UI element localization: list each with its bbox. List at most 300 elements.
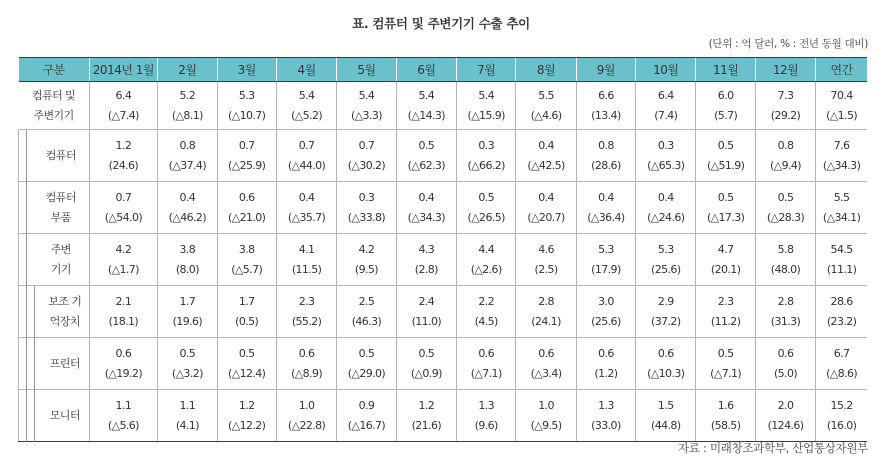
yoy-change: (28.6) xyxy=(591,158,621,172)
row-label-line: 주변기기 xyxy=(33,108,74,122)
export-value: 0.9 xyxy=(358,398,375,412)
export-table xyxy=(18,57,867,442)
yoy-change: (△10.3) xyxy=(647,366,685,380)
table-cell xyxy=(396,182,456,234)
table-cell xyxy=(816,130,867,182)
col-header: 8월 xyxy=(516,58,576,82)
table-cell xyxy=(276,234,336,286)
yoy-change: (△33.8) xyxy=(347,210,386,224)
export-value: 2.0 xyxy=(777,398,794,412)
table-cell xyxy=(158,338,217,390)
table-cell xyxy=(89,286,158,338)
table-cell xyxy=(217,130,276,182)
table-cell xyxy=(337,82,396,130)
table-cell xyxy=(158,182,217,234)
yoy-change: (24.6) xyxy=(108,158,139,172)
yoy-change: (11.1) xyxy=(826,262,857,276)
yoy-change: (△17.3) xyxy=(706,210,745,224)
yoy-change: (31.3) xyxy=(770,314,801,328)
table-cell xyxy=(576,390,635,442)
table-cell xyxy=(217,234,276,286)
export-value: 5.8 xyxy=(777,242,794,256)
yoy-change: (25.6) xyxy=(651,262,681,276)
yoy-change: (△5.2) xyxy=(291,108,323,122)
export-value: 0.7 xyxy=(238,138,255,152)
export-value: 2.3 xyxy=(717,294,734,308)
row-label-line: 억장치 xyxy=(49,314,80,328)
yoy-change: (△8.6) xyxy=(826,366,858,380)
col-header: 12월 xyxy=(755,58,815,82)
col-header: 9월 xyxy=(576,58,635,82)
yoy-change: (17.9) xyxy=(591,262,621,276)
table-row xyxy=(19,82,868,130)
yoy-change: (24.1) xyxy=(531,314,561,328)
export-value: 0.4 xyxy=(298,190,315,204)
table-cell xyxy=(396,390,456,442)
yoy-change: (△29.0) xyxy=(347,366,386,380)
table-cell xyxy=(217,182,276,234)
table-cell xyxy=(457,82,516,130)
table-cell xyxy=(636,82,696,130)
export-value: 0.8 xyxy=(777,138,794,152)
yoy-change: (8.0) xyxy=(175,262,199,276)
row-label-line: 부품 xyxy=(50,210,71,224)
table-row xyxy=(19,234,868,286)
col-header: 7월 xyxy=(457,58,516,82)
export-value: 3.0 xyxy=(598,294,614,308)
table-cell xyxy=(276,338,336,390)
table-cell xyxy=(89,82,158,130)
row-label xyxy=(19,390,90,442)
yoy-change: (△16.7) xyxy=(347,418,386,432)
row-label xyxy=(19,234,90,286)
row-label-line: 컴퓨터 xyxy=(45,148,76,162)
yoy-change: (△3.3) xyxy=(350,108,382,122)
table-row xyxy=(19,182,868,234)
export-value: 3.8 xyxy=(179,242,196,256)
col-header: 6월 xyxy=(396,58,456,82)
table-cell xyxy=(158,286,217,338)
yoy-change: (△19.2) xyxy=(104,366,143,380)
table-cell xyxy=(276,182,336,234)
unit-note: (단위 : 억 달러, % : 전년 동월 대비) xyxy=(708,38,868,50)
yoy-change: (△24.6) xyxy=(647,210,685,224)
export-value: 5.3 xyxy=(657,242,674,256)
table-cell xyxy=(337,338,396,390)
table-cell xyxy=(158,390,217,442)
table-cell xyxy=(89,182,158,234)
table-cell xyxy=(457,182,516,234)
table-cell xyxy=(636,338,696,390)
export-value: 0.3 xyxy=(358,190,375,204)
yoy-change: (△66.2) xyxy=(467,158,505,172)
yoy-change: (△35.7) xyxy=(287,210,326,224)
table-cell xyxy=(696,82,755,130)
col-header: 3월 xyxy=(217,58,276,82)
indent-guide xyxy=(34,286,35,442)
yoy-change: (1.2) xyxy=(594,366,618,380)
yoy-change: (△8.1) xyxy=(171,108,203,122)
yoy-change: (2.8) xyxy=(414,262,438,276)
table-cell xyxy=(217,82,276,130)
export-value: 0.5 xyxy=(358,346,375,360)
export-value: 3.8 xyxy=(238,242,255,256)
table-row xyxy=(19,338,868,390)
table-cell xyxy=(816,234,867,286)
export-value: 5.4 xyxy=(418,88,435,102)
export-value: 1.2 xyxy=(418,398,435,412)
export-value: 5.5 xyxy=(833,190,850,204)
export-value: 1.3 xyxy=(598,398,614,412)
table-cell xyxy=(89,130,158,182)
yoy-change: (△15.9) xyxy=(467,108,505,122)
export-value: 5.5 xyxy=(538,88,554,102)
export-value: 4.6 xyxy=(538,242,554,256)
table-row xyxy=(19,390,868,442)
yoy-change: (23.2) xyxy=(826,314,857,328)
yoy-change: (0.5) xyxy=(235,314,259,328)
yoy-change: (58.5) xyxy=(710,418,741,432)
table-cell xyxy=(516,130,576,182)
table-cell xyxy=(576,234,635,286)
yoy-change: (△3.2) xyxy=(171,366,203,380)
export-value: 0.5 xyxy=(717,346,734,360)
export-value: 0.6 xyxy=(115,346,132,360)
row-label xyxy=(19,286,90,338)
export-value: 2.5 xyxy=(358,294,375,308)
export-value: 0.4 xyxy=(418,190,435,204)
table-cell xyxy=(636,390,696,442)
yoy-change: (37.2) xyxy=(651,314,681,328)
yoy-change: (25.6) xyxy=(591,314,621,328)
export-value: 0.6 xyxy=(238,190,255,204)
table-cell xyxy=(396,286,456,338)
table-cell xyxy=(457,286,516,338)
table-cell xyxy=(217,338,276,390)
export-value: 4.2 xyxy=(115,242,132,256)
yoy-change: (△44.0) xyxy=(287,158,326,172)
table-cell xyxy=(276,82,336,130)
yoy-change: (7.4) xyxy=(654,108,678,122)
table-cell xyxy=(576,82,635,130)
yoy-change: (△42.5) xyxy=(527,158,565,172)
export-value: 5.2 xyxy=(179,88,196,102)
table-cell xyxy=(696,338,755,390)
export-value: 4.4 xyxy=(478,242,495,256)
yoy-change: (16.0) xyxy=(826,418,857,432)
table-cell xyxy=(337,286,396,338)
col-header: 2014년 1월 xyxy=(89,58,158,82)
export-value: 1.1 xyxy=(115,398,132,412)
export-value: 0.5 xyxy=(418,138,435,152)
export-value: 4.7 xyxy=(717,242,734,256)
yoy-change: (△25.9) xyxy=(228,158,266,172)
table-cell xyxy=(158,130,217,182)
row-label-line: 기기 xyxy=(50,262,71,276)
table-cell xyxy=(576,286,635,338)
yoy-change: (48.0) xyxy=(770,262,801,276)
export-value: 0.6 xyxy=(538,346,554,360)
export-value: 0.8 xyxy=(179,138,196,152)
export-value: 0.4 xyxy=(538,138,554,152)
export-value: 7.6 xyxy=(833,138,850,152)
row-label-line: 프린터 xyxy=(49,356,80,370)
table-cell xyxy=(217,286,276,338)
yoy-change: (△26.5) xyxy=(467,210,505,224)
yoy-change: (55.2) xyxy=(291,314,322,328)
yoy-change: (△51.9) xyxy=(706,158,745,172)
export-value: 0.6 xyxy=(598,346,614,360)
table-cell xyxy=(516,182,576,234)
yoy-change: (124.6) xyxy=(767,418,804,432)
yoy-change: (△3.4) xyxy=(530,366,562,380)
export-value: 0.5 xyxy=(717,138,734,152)
yoy-change: (46.3) xyxy=(351,314,382,328)
export-value: 0.5 xyxy=(777,190,794,204)
col-header: 11월 xyxy=(696,58,755,82)
export-value: 0.4 xyxy=(657,190,674,204)
table-cell xyxy=(337,182,396,234)
export-value: 0.4 xyxy=(179,190,196,204)
table-cell xyxy=(337,234,396,286)
yoy-change: (18.1) xyxy=(108,314,139,328)
export-value: 1.0 xyxy=(538,398,554,412)
row-label-line: 보조 기 xyxy=(48,294,82,308)
table-cell xyxy=(457,390,516,442)
export-value: 5.4 xyxy=(478,88,495,102)
yoy-change: (9.5) xyxy=(354,262,378,276)
export-value: 2.1 xyxy=(115,294,132,308)
yoy-change: (△36.4) xyxy=(587,210,625,224)
yoy-change: (△1.7) xyxy=(107,262,139,276)
table-cell xyxy=(696,286,755,338)
table-cell xyxy=(396,234,456,286)
row-label xyxy=(19,82,90,130)
yoy-change: (33.0) xyxy=(591,418,621,432)
yoy-change: (△62.3) xyxy=(407,158,445,172)
export-value: 4.2 xyxy=(358,242,375,256)
row-label xyxy=(19,338,90,390)
export-value: 0.6 xyxy=(478,346,495,360)
yoy-change: (13.4) xyxy=(591,108,621,122)
table-cell xyxy=(516,234,576,286)
yoy-change: (△2.6) xyxy=(470,262,502,276)
export-value: 2.9 xyxy=(657,294,674,308)
col-header: 4월 xyxy=(276,58,336,82)
yoy-change: (20.1) xyxy=(710,262,741,276)
yoy-change: (2.5) xyxy=(534,262,558,276)
table-cell xyxy=(576,338,635,390)
table-cell xyxy=(816,286,867,338)
table-cell xyxy=(696,390,755,442)
table-title: 표. 컴퓨터 및 주변기기 수출 추이 xyxy=(352,16,530,31)
export-value: 1.6 xyxy=(717,398,734,412)
col-header: 5월 xyxy=(337,58,396,82)
export-value: 0.6 xyxy=(777,346,794,360)
table-cell xyxy=(755,82,815,130)
table-cell xyxy=(457,234,516,286)
export-value: 6.6 xyxy=(598,88,614,102)
yoy-change: (21.6) xyxy=(411,418,442,432)
export-value: 1.7 xyxy=(179,294,196,308)
yoy-change: (△7.4) xyxy=(107,108,139,122)
header-row xyxy=(19,58,868,82)
table-cell xyxy=(337,390,396,442)
yoy-change: (△7.1) xyxy=(470,366,502,380)
yoy-change: (△20.7) xyxy=(527,210,565,224)
table-cell xyxy=(217,390,276,442)
yoy-change: (△5.7) xyxy=(231,262,263,276)
yoy-change: (△1.5) xyxy=(826,108,858,122)
export-value: 5.3 xyxy=(598,242,614,256)
export-value: 2.8 xyxy=(538,294,554,308)
table-cell xyxy=(337,130,396,182)
yoy-change: (11.0) xyxy=(411,314,442,328)
yoy-change: (△12.2) xyxy=(228,418,266,432)
table-cell xyxy=(636,286,696,338)
indent-guide xyxy=(26,130,27,442)
export-value: 1.0 xyxy=(298,398,315,412)
export-value: 7.3 xyxy=(777,88,794,102)
export-value: 0.3 xyxy=(478,138,495,152)
yoy-change: (4.5) xyxy=(474,314,498,328)
table-cell xyxy=(89,234,158,286)
export-value: 70.4 xyxy=(830,88,853,102)
table-cell xyxy=(89,338,158,390)
table-cell xyxy=(516,390,576,442)
table-cell xyxy=(516,338,576,390)
yoy-change: (△54.0) xyxy=(104,210,143,224)
export-value: 1.2 xyxy=(115,138,132,152)
yoy-change: (△0.9) xyxy=(410,366,442,380)
yoy-change: (△10.7) xyxy=(228,108,266,122)
export-value: 5.4 xyxy=(358,88,375,102)
table-row xyxy=(19,130,868,182)
yoy-change: (△37.4) xyxy=(168,158,207,172)
export-value: 0.5 xyxy=(717,190,734,204)
yoy-change: (△21.0) xyxy=(228,210,266,224)
row-label-line: 컴퓨터 xyxy=(45,190,76,204)
export-value: 6.7 xyxy=(833,346,850,360)
table-cell xyxy=(576,130,635,182)
yoy-change: (△8.9) xyxy=(291,366,323,380)
yoy-change: (19.6) xyxy=(172,314,203,328)
table-cell xyxy=(457,338,516,390)
export-value: 0.7 xyxy=(358,138,375,152)
export-value: 0.8 xyxy=(598,138,614,152)
yoy-change: (△28.3) xyxy=(766,210,805,224)
yoy-change: (△65.3) xyxy=(647,158,685,172)
export-value: 1.1 xyxy=(179,398,196,412)
col-header: 구분 xyxy=(19,58,90,82)
table-cell xyxy=(516,286,576,338)
table-cell xyxy=(816,390,867,442)
yoy-change: (5.0) xyxy=(773,366,798,380)
table-cell xyxy=(755,286,815,338)
table-cell xyxy=(396,130,456,182)
export-value: 5.4 xyxy=(298,88,315,102)
export-value: 15.2 xyxy=(830,398,853,412)
export-value: 6.4 xyxy=(657,88,674,102)
table-cell xyxy=(457,130,516,182)
row-label xyxy=(19,130,90,182)
export-value: 2.3 xyxy=(298,294,315,308)
yoy-change: (11.5) xyxy=(291,262,322,276)
export-value: 1.7 xyxy=(238,294,255,308)
table-cell xyxy=(816,82,867,130)
table-cell xyxy=(276,130,336,182)
export-value: 0.4 xyxy=(538,190,554,204)
yoy-change: (△4.6) xyxy=(530,108,562,122)
yoy-change: (9.6) xyxy=(474,418,498,432)
col-header: 2월 xyxy=(158,58,217,82)
col-header: 연간 xyxy=(816,58,867,82)
row-label xyxy=(19,182,90,234)
export-value: 6.0 xyxy=(717,88,734,102)
row-label-line: 컴퓨터 및 xyxy=(32,88,76,102)
yoy-change: (4.1) xyxy=(175,418,199,432)
yoy-change: (△5.6) xyxy=(107,418,139,432)
table-cell xyxy=(636,182,696,234)
table-cell xyxy=(276,390,336,442)
export-value: 2.2 xyxy=(478,294,495,308)
table-cell xyxy=(158,82,217,130)
export-value: 0.6 xyxy=(657,346,674,360)
table-cell xyxy=(816,338,867,390)
export-value: 0.5 xyxy=(179,346,196,360)
table-cell xyxy=(396,82,456,130)
yoy-change: (△34.3) xyxy=(407,210,445,224)
export-value: 0.6 xyxy=(298,346,315,360)
source-note: 자료 : 미래창조과학부, 산업통상자원부 xyxy=(678,441,868,455)
yoy-change: (29.2) xyxy=(770,108,801,122)
export-value: 0.7 xyxy=(298,138,315,152)
table-cell xyxy=(755,182,815,234)
row-label-line: 모니터 xyxy=(49,408,80,422)
table-cell xyxy=(696,234,755,286)
table-cell xyxy=(158,234,217,286)
export-value: 1.3 xyxy=(478,398,495,412)
export-value: 1.2 xyxy=(238,398,255,412)
yoy-change: (△34.3) xyxy=(822,158,861,172)
yoy-change: (11.2) xyxy=(710,314,741,328)
yoy-change: (△9.4) xyxy=(770,158,801,172)
table-cell xyxy=(276,286,336,338)
export-value: 4.1 xyxy=(298,242,315,256)
export-value: 5.3 xyxy=(238,88,255,102)
table-cell xyxy=(696,130,755,182)
table-cell xyxy=(396,338,456,390)
col-header: 10월 xyxy=(636,58,696,82)
yoy-change: (△14.3) xyxy=(407,108,445,122)
table-cell xyxy=(89,390,158,442)
export-value: 0.3 xyxy=(657,138,674,152)
yoy-change: (5.7) xyxy=(714,108,738,122)
table-cell xyxy=(755,234,815,286)
table-cell xyxy=(576,182,635,234)
yoy-change: (44.8) xyxy=(651,418,681,432)
table-cell xyxy=(636,130,696,182)
export-value: 2.4 xyxy=(418,294,435,308)
export-value: 0.5 xyxy=(478,190,495,204)
yoy-change: (△30.2) xyxy=(347,158,386,172)
table-cell xyxy=(816,182,867,234)
table-cell xyxy=(636,234,696,286)
export-value: 0.7 xyxy=(115,190,132,204)
export-value: 1.5 xyxy=(657,398,674,412)
table-cell xyxy=(755,130,815,182)
table-cell xyxy=(755,390,815,442)
